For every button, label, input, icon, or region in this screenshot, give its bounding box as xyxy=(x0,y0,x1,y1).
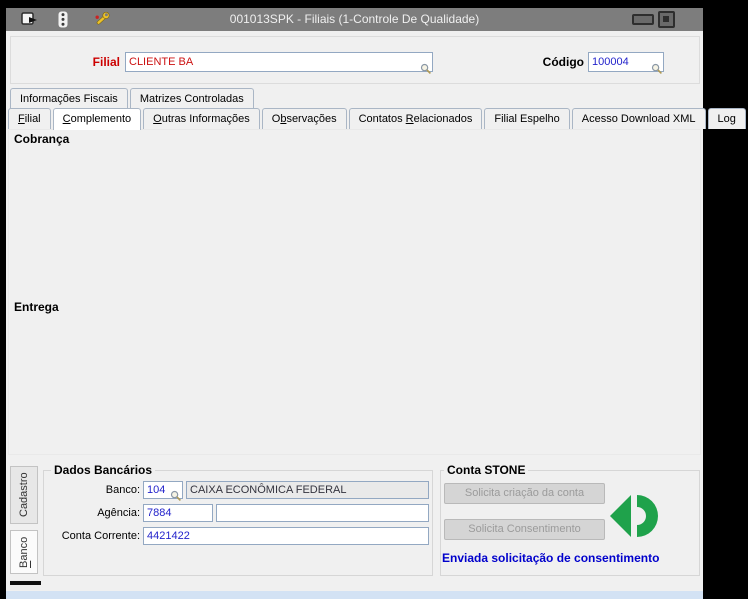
agencia-field[interactable]: 7884 xyxy=(143,504,213,522)
banco-lookup-icon[interactable] xyxy=(170,490,182,502)
solicita-criacao-button[interactable]: Solicita criação da conta xyxy=(444,483,605,504)
outer-tabbar xyxy=(10,88,256,109)
conta-corrente-field[interactable]: 4421422 xyxy=(143,527,429,545)
entrega-caption: Entrega xyxy=(14,300,59,314)
wrench-icon[interactable] xyxy=(93,11,111,28)
conta-corrente-label: Conta Corrente: xyxy=(61,530,140,542)
filial-field[interactable]: CLIENTE BA xyxy=(125,52,433,72)
titlebar xyxy=(6,8,703,31)
window-bottom-edge xyxy=(6,591,703,599)
minimize-button[interactable] xyxy=(632,14,654,25)
conta-stone-caption: Conta STONE xyxy=(444,463,528,477)
codigo-field[interactable]: 100004 xyxy=(588,52,664,72)
tab-observacoes[interactable]: Observações xyxy=(262,108,347,129)
traffic-light-icon[interactable] xyxy=(54,11,72,28)
side-tab-banco[interactable]: Banco xyxy=(10,530,38,574)
tab-outras-informacoes[interactable]: Outras Informações xyxy=(143,108,260,129)
banco-cod-field[interactable]: 104 xyxy=(143,481,183,499)
tab-acesso-download-xml[interactable]: Acesso Download XML xyxy=(572,108,706,129)
tab-filial[interactable]: Filial xyxy=(8,108,51,129)
tab-filial-espelho[interactable]: Filial Espelho xyxy=(484,108,569,129)
side-tab-cadastro[interactable]: Cadastro xyxy=(10,466,38,524)
tab-complemento[interactable]: Complemento xyxy=(53,108,142,130)
agencia-extra-field[interactable] xyxy=(216,504,429,522)
codigo-lookup-icon[interactable] xyxy=(651,63,663,75)
window-title: 001013SPK - Filiais (1-Controle De Qualidade) xyxy=(229,12,480,26)
app-window xyxy=(6,8,736,599)
codigo-label: Código xyxy=(542,55,584,69)
tab-log[interactable]: Log xyxy=(708,108,746,129)
filial-label: Filial xyxy=(92,55,120,69)
active-side-tab-indicator xyxy=(10,581,41,585)
dados-bancarios-caption: Dados Bancários xyxy=(51,463,155,477)
tab-informacoes-fiscais[interactable]: Informações Fiscais xyxy=(10,88,128,109)
cobranca-caption: Cobrança xyxy=(14,132,70,146)
tab-contatos-relacionados[interactable]: Contatos Relacionados xyxy=(349,108,483,129)
stone-logo-icon xyxy=(610,494,658,538)
banco-label: Banco: xyxy=(105,484,140,496)
inner-tabbar xyxy=(8,108,748,130)
stone-status-text: Enviada solicitação de consentimento xyxy=(442,551,660,565)
agencia-label: Agência: xyxy=(97,507,140,519)
solicita-consentimento-button[interactable]: Solicita Consentimento xyxy=(444,519,605,540)
tab-matrizes-controladas[interactable]: Matrizes Controladas xyxy=(130,88,254,109)
complemento-tabpage xyxy=(8,129,701,455)
exit-form-icon[interactable] xyxy=(21,11,39,28)
banco-nome-field: CAIXA ECONÔMICA FEDERAL xyxy=(186,481,429,499)
filial-lookup-icon[interactable] xyxy=(420,63,432,75)
maximize-button[interactable] xyxy=(658,14,675,31)
